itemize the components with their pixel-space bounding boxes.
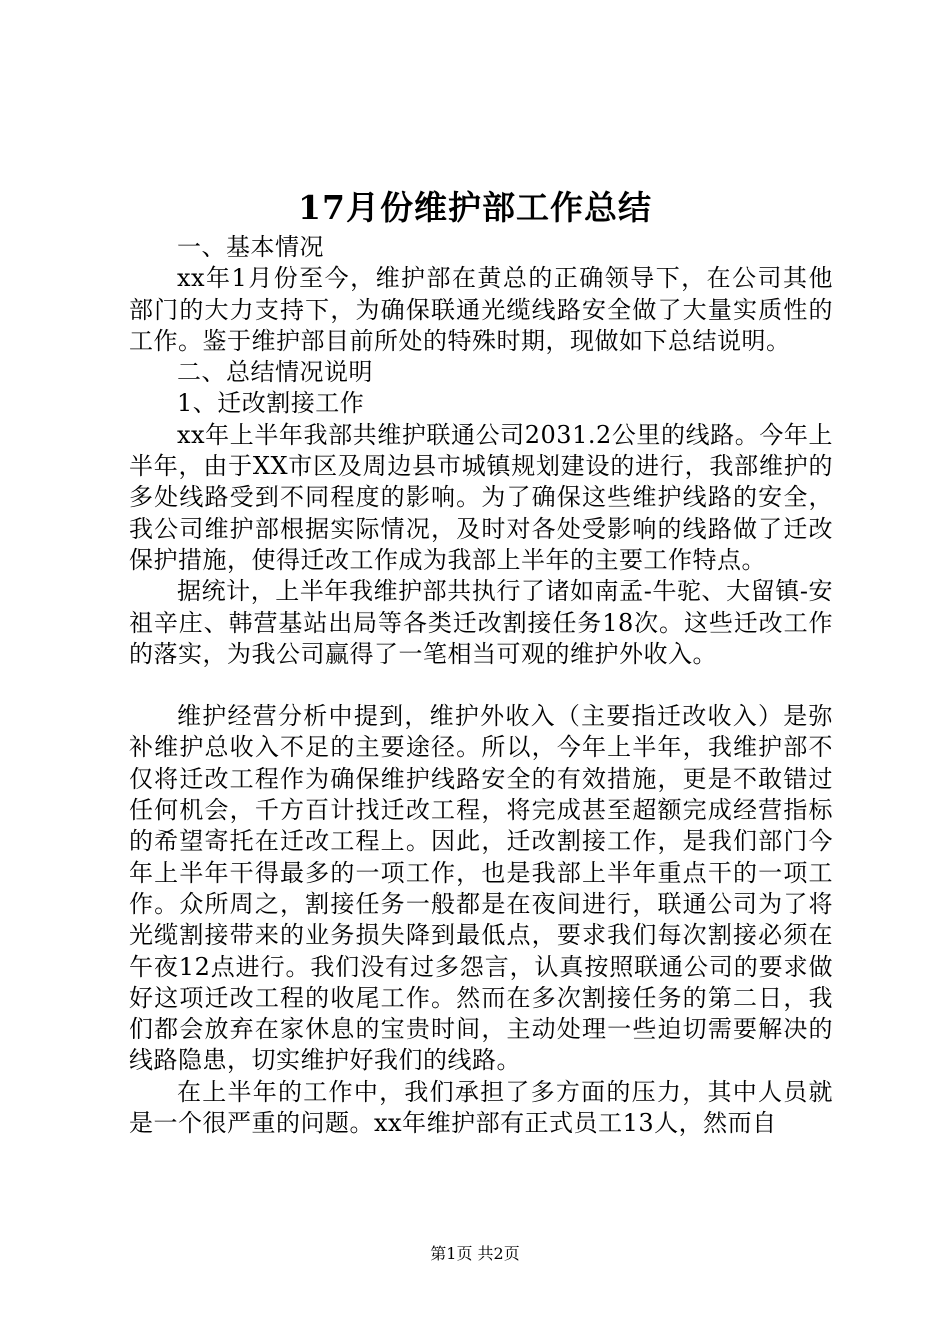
paragraph-business-analysis: 维护经营分析中提到，维护外收入（主要指迁改收入）是弥补维护总收入不足的主要途径。所以，今年上半年，我维护部不仅将迁改工程作为确保维护线路安全的有效措施，更是不敢错过任何机会，千方百计找迁改工程，将完成甚至超额完成经营指标的希望寄托在迁改工程上。因此，迁改割接工作，是我们部门今年上半年干得最多的一项工作，也是我部上半年重点干的一项工作。众所周之，割接任务一般都是在夜间进行，联通公司为了将光缆割接带来的业务损失降到最低点，要求我们每次割接必须在午夜12点进行。我们没有过多怨言，认真按照联通公司的要求做好这项迁改工程的收尾工作。然而在多次割接任务的第二日，我们都会放弃在家休息的宝贵时间，主动处理一些迫切需要解决的线路隐患，切实维护好我们的线路。 xyxy=(129,702,833,1075)
paragraph-statistics: 据统计，上半年我维护部共执行了诸如南孟-牛驼、大留镇-安祖辛庄、韩营基站出局等各类迁改割接任务18次。这些迁改工作的落实，为我公司赢得了一笔相当可观的维护外收入。 xyxy=(129,577,833,668)
document-title: 17月份维护部工作总结 xyxy=(298,188,652,227)
paragraph-relocation-overview: xx年上半年我部共维护联通公司2031.2公里的线路。今年上半年，由于XX市区及周边县市城镇规划建设的进行，我部维护的多处线路受到不同程度的影响。为了确保这些维护线路的安全，我公司维护部根据实际情况，及时对各处受影响的线路做了迁改保护措施，使得迁改工作成为我部上半年的主要工作特点。 xyxy=(129,420,833,574)
paragraph-staff-pressure: 在上半年的工作中，我们承担了多方面的压力，其中人员就是一个很严重的问题。xx年维护部有正式员工13人，然而自 xyxy=(129,1077,833,1138)
subsection-heading-relocation: 1、迁改割接工作 xyxy=(177,389,365,418)
page-number-footer: 第1页 共2页 xyxy=(430,1244,520,1263)
section-heading-summary: 二、总结情况说明 xyxy=(177,358,373,387)
paragraph-intro: xx年1月份至今，维护部在黄总的正确领导下，在公司其他部门的大力支持下，为确保联通光缆线路安全做了大量实质性的工作。鉴于维护部目前所处的特殊时期，现做如下总结说明。 xyxy=(129,264,833,355)
document-body xyxy=(129,232,833,1139)
section-heading-basic: 一、基本情况 xyxy=(177,233,324,261)
